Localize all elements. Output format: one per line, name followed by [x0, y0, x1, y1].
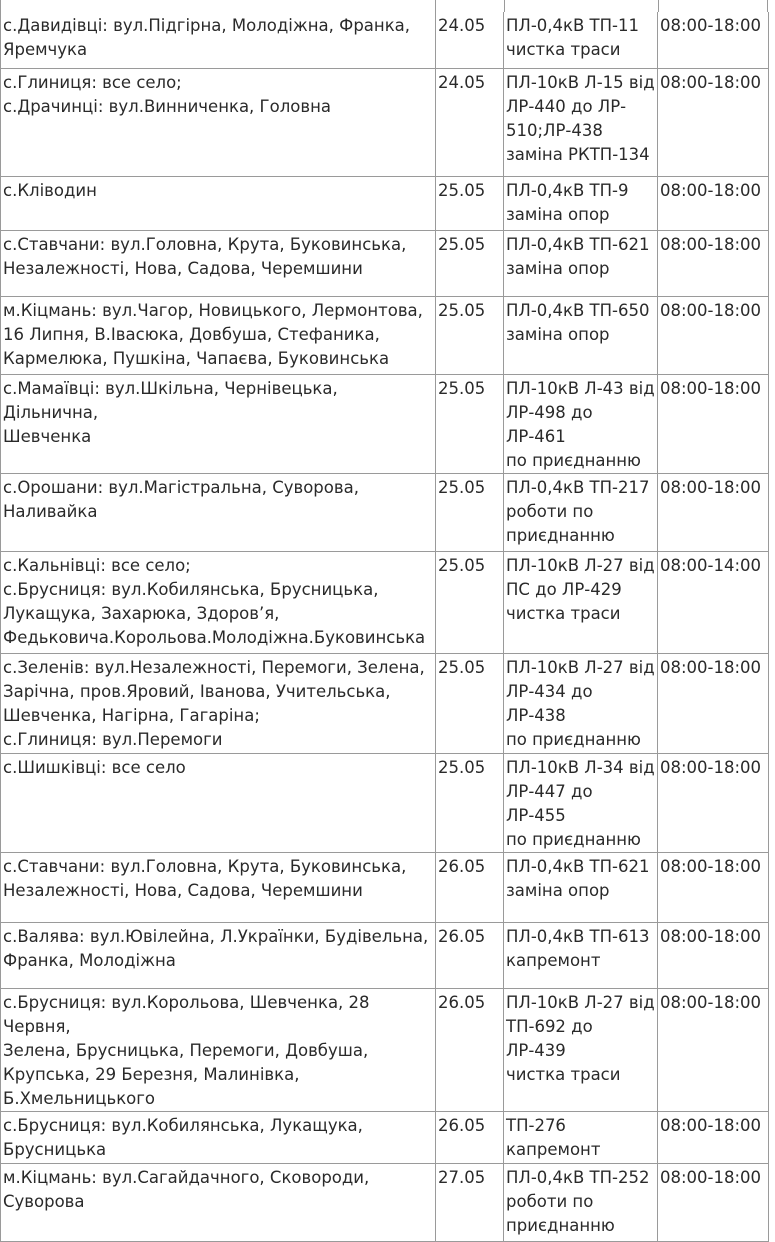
- date-cell: 26.05: [436, 988, 504, 1111]
- work-cell: ПЛ-10кВ Л-43 від ЛР-498 до ЛР-461 по приєднанню: [504, 374, 658, 473]
- location-cell: с.Ставчани: вул.Головна, Крута, Буковинська, Незалежності, Нова, Садова, Черемшини: [1, 852, 436, 922]
- table-row: [1, 374, 769, 473]
- date-cell: 25.05: [436, 653, 504, 753]
- time-cell: 08:00-18:00: [658, 176, 769, 230]
- table-row: [1, 988, 769, 1111]
- time-cell: 08:00-14:00: [658, 551, 769, 653]
- time-cell: 08:00-18:00: [658, 653, 769, 753]
- work-cell: ПЛ-10кВ Л-27 від ПС до ЛР-429 чистка траси: [504, 551, 658, 653]
- time-cell: 08:00-18:00: [658, 753, 769, 852]
- time-cell: 08:00-18:00: [658, 473, 769, 551]
- work-cell: ТП-276 капремонт: [504, 1111, 658, 1163]
- work-cell: ПЛ-0,4кВ ТП-11 чистка траси: [504, 12, 658, 68]
- time-cell: 08:00-18:00: [658, 1163, 769, 1241]
- location-cell: с.Кліводин: [1, 176, 436, 230]
- time-cell: 08:00-18:00: [658, 374, 769, 473]
- work-cell: ПЛ-10кВ Л-27 від ЛР-434 до ЛР-438 по приєднанню: [504, 653, 658, 753]
- table-row: [1, 68, 769, 176]
- time-cell: 08:00-18:00: [658, 68, 769, 176]
- work-cell: ПЛ-0,4кВ ТП-621 заміна опор: [504, 230, 658, 296]
- location-cell: с.Брусниця: вул.Корольова, Шевченка, 28 Червня, Зелена, Брусницька, Перемоги, Довбуша, Крупська, 29 Березня, Малинівка, Б.Хмельницького: [1, 988, 436, 1111]
- date-cell: 25.05: [436, 230, 504, 296]
- table-top-edge: [0, 0, 768, 12]
- time-cell: 08:00-18:00: [658, 852, 769, 922]
- date-cell: 25.05: [436, 753, 504, 852]
- table-row: [1, 1163, 769, 1241]
- work-cell: ПЛ-0,4кВ ТП-650 заміна опор: [504, 296, 658, 374]
- table-row: [1, 176, 769, 230]
- location-cell: с.Зеленів: вул.Незалежності, Перемоги, Зелена, Зарічна, пров.Яровий, Іванова, Учительська, Шевченка, Нагірна, Гагаріна; с.Глиниця: вул.Перемоги: [1, 653, 436, 753]
- work-cell: ПЛ-10кВ Л-15 від ЛР-440 до ЛР- 510;ЛР-438 заміна РКТП-134: [504, 68, 658, 176]
- table-row: [1, 12, 769, 68]
- time-cell: 08:00-18:00: [658, 12, 769, 68]
- location-cell: с.Кальнівці: все село; с.Брусниця: вул.Кобилянська, Брусницька, Лукащука, Захарюка, Здоров’я, Федьковича.Корольова.Молодіжна.Буковинська: [1, 551, 436, 653]
- work-cell: ПЛ-0,4кВ ТП-613 капремонт: [504, 922, 658, 988]
- date-cell: 24.05: [436, 68, 504, 176]
- location-cell: с.Шишківці: все село: [1, 753, 436, 852]
- date-cell: 25.05: [436, 551, 504, 653]
- time-cell: 08:00-18:00: [658, 1111, 769, 1163]
- location-cell: с.Орошани: вул.Магістральна, Суворова, Наливайка: [1, 473, 436, 551]
- time-cell: 08:00-18:00: [658, 296, 769, 374]
- work-cell: ПЛ-0,4кВ ТП-252 роботи по приєднанню: [504, 1163, 658, 1241]
- table-row: [1, 230, 769, 296]
- location-cell: м.Кіцмань: вул.Сагайдачного, Сковороди, Суворова: [1, 1163, 436, 1241]
- outage-schedule-table: [0, 12, 769, 1242]
- date-cell: 24.05: [436, 12, 504, 68]
- date-cell: 25.05: [436, 176, 504, 230]
- table-row: [1, 753, 769, 852]
- work-cell: ПЛ-0,4кВ ТП-9 заміна опор: [504, 176, 658, 230]
- time-cell: 08:00-18:00: [658, 922, 769, 988]
- location-cell: с.Ставчани: вул.Головна, Крута, Буковинська, Незалежності, Нова, Садова, Черемшини: [1, 230, 436, 296]
- location-cell: с.Валява: вул.Ювілейна, Л.Українки, Будівельна, Франка, Молодіжна: [1, 922, 436, 988]
- date-cell: 27.05: [436, 1163, 504, 1241]
- location-cell: с.Глиниця: все село; с.Драчинці: вул.Винниченка, Головна: [1, 68, 436, 176]
- time-cell: 08:00-18:00: [658, 230, 769, 296]
- work-cell: ПЛ-10кВ Л-27 від ТП-692 до ЛР-439 чистка траси: [504, 988, 658, 1111]
- table-row: [1, 922, 769, 988]
- date-cell: 25.05: [436, 473, 504, 551]
- location-cell: с.Мамаївці: вул.Шкільна, Чернівецька, Дільнична, Шевченка: [1, 374, 436, 473]
- location-cell: с.Давидівці: вул.Підгірна, Молодіжна, Франка, Яремчука: [1, 12, 436, 68]
- date-cell: 26.05: [436, 852, 504, 922]
- date-cell: 25.05: [436, 374, 504, 473]
- table-row: [1, 473, 769, 551]
- date-cell: 25.05: [436, 296, 504, 374]
- date-cell: 26.05: [436, 1111, 504, 1163]
- table-row: [1, 1111, 769, 1163]
- table-row: [1, 296, 769, 374]
- table-row: [1, 852, 769, 922]
- date-cell: 26.05: [436, 922, 504, 988]
- work-cell: ПЛ-0,4кВ ТП-217 роботи по приєднанню: [504, 473, 658, 551]
- work-cell: ПЛ-10кВ Л-34 від ЛР-447 до ЛР-455 по приєднанню: [504, 753, 658, 852]
- location-cell: с.Брусниця: вул.Кобилянська, Лукащука, Брусницька: [1, 1111, 436, 1163]
- time-cell: 08:00-18:00: [658, 988, 769, 1111]
- work-cell: ПЛ-0,4кВ ТП-621 заміна опор: [504, 852, 658, 922]
- table-row: [1, 653, 769, 753]
- location-cell: м.Кіцмань: вул.Чагор, Новицького, Лермонтова, 16 Липня, В.Івасюка, Довбуша, Стефаника, Кармелюка, Пушкіна, Чапаєва, Буковинська: [1, 296, 436, 374]
- table-row: [1, 551, 769, 653]
